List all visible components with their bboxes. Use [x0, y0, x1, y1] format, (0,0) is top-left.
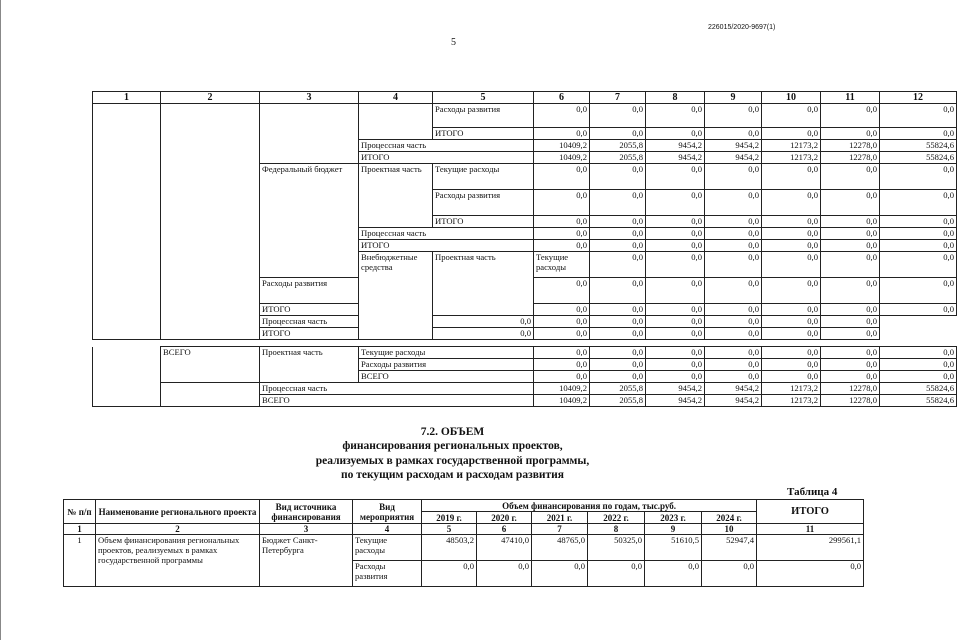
value-cell: 9454,2 — [646, 395, 705, 407]
value-cell: 0,0 — [762, 190, 821, 216]
value-cell: 9454,2 — [705, 395, 762, 407]
value-cell: 0,0 — [702, 561, 757, 587]
value-cell: 0,0 — [534, 104, 590, 128]
regional-projects-table — [63, 499, 864, 587]
value-cell: 51610,5 — [645, 535, 702, 561]
year-header: 2020 г. — [477, 512, 532, 524]
value-cell: 9454,2 — [705, 383, 762, 395]
row-number: 1 — [64, 535, 96, 587]
table-header-row — [93, 92, 957, 104]
table-caption: Таблица 4 — [787, 486, 838, 498]
value-cell: 0,0 — [534, 359, 590, 371]
value-cell: 0,0 — [705, 278, 762, 304]
col-number: 4 — [353, 524, 422, 535]
value-cell: 0,0 — [590, 328, 646, 340]
col-header: ИТОГО — [757, 500, 864, 524]
value-cell: 0,0 — [534, 347, 590, 359]
value-cell: 55824,6 — [880, 152, 957, 164]
value-cell: 0,0 — [646, 216, 705, 228]
value-cell: 0,0 — [590, 359, 646, 371]
table-cell — [161, 104, 260, 340]
value-cell: 10409,2 — [534, 140, 590, 152]
value-cell: 0,0 — [705, 359, 762, 371]
row-label: ВСЕГО — [161, 347, 260, 383]
value-cell: 0,0 — [590, 252, 646, 278]
value-cell: 0,0 — [534, 128, 590, 140]
row-label: Внебюджетные средства — [359, 252, 433, 340]
value-cell: 0,0 — [590, 228, 646, 240]
value-cell: 0,0 — [534, 190, 590, 216]
col-header: 9 — [705, 92, 762, 104]
value-cell: 0,0 — [422, 561, 477, 587]
row-label: Текущие расходы — [433, 164, 534, 190]
value-cell: 0,0 — [880, 240, 957, 252]
value-cell: 0,0 — [880, 190, 957, 216]
row-label: ИТОГО — [260, 328, 433, 340]
value-cell: 9454,2 — [705, 140, 762, 152]
col-number: 9 — [645, 524, 702, 535]
value-cell: 0,0 — [705, 104, 762, 128]
value-cell: 0,0 — [532, 561, 588, 587]
value-cell: 47410,0 — [477, 535, 532, 561]
value-cell: 0,0 — [646, 304, 705, 316]
col-header: Наименование регионального проекта — [96, 500, 260, 524]
value-cell: 0,0 — [821, 304, 880, 316]
value-cell: 0,0 — [705, 128, 762, 140]
col-number: 2 — [96, 524, 260, 535]
funding-source: Бюджет Санкт-Петербурга — [260, 535, 353, 587]
row-label: Процессная часть — [260, 316, 433, 328]
col-header: 6 — [534, 92, 590, 104]
value-cell: 0,0 — [705, 228, 762, 240]
col-number: 1 — [64, 524, 96, 535]
table-row — [64, 535, 864, 561]
value-cell: 0,0 — [821, 371, 880, 383]
col-header: 7 — [590, 92, 646, 104]
col-header: 5 — [433, 92, 534, 104]
value-cell: 0,0 — [433, 316, 534, 328]
value-cell: 55824,6 — [880, 395, 957, 407]
value-cell: 0,0 — [534, 216, 590, 228]
value-cell: 299561,1 — [757, 535, 864, 561]
value-cell: 0,0 — [821, 228, 880, 240]
value-cell: 0,0 — [880, 228, 957, 240]
value-cell: 0,0 — [646, 190, 705, 216]
year-header: 2022 г. — [588, 512, 645, 524]
value-cell: 0,0 — [705, 216, 762, 228]
value-cell: 0,0 — [646, 252, 705, 278]
col-number: 8 — [588, 524, 645, 535]
value-cell: 0,0 — [534, 316, 590, 328]
row-label: Федеральный бюджет — [260, 164, 359, 278]
row-label: ИТОГО — [359, 240, 534, 252]
table-header-row — [64, 500, 864, 512]
value-cell: 0,0 — [590, 316, 646, 328]
value-cell: 0,0 — [646, 347, 705, 359]
col-number: 6 — [477, 524, 532, 535]
value-cell: 0,0 — [646, 228, 705, 240]
value-cell: 0,0 — [534, 304, 590, 316]
budget-table — [92, 91, 957, 340]
heading-line: 7.2. ОБЪЕМ — [420, 426, 485, 438]
col-number: 3 — [260, 524, 353, 535]
value-cell: 0,0 — [534, 164, 590, 190]
value-cell: 0,0 — [477, 561, 532, 587]
table-cell — [161, 395, 260, 407]
value-cell: 12173,2 — [762, 395, 821, 407]
value-cell: 2055,8 — [590, 395, 646, 407]
value-cell: 12278,0 — [821, 383, 880, 395]
value-cell: 0,0 — [880, 216, 957, 228]
value-cell: 10409,2 — [534, 395, 590, 407]
value-cell: 0,0 — [705, 316, 762, 328]
value-cell: 0,0 — [757, 561, 864, 587]
value-cell: 0,0 — [762, 240, 821, 252]
value-cell: 9454,2 — [705, 152, 762, 164]
value-cell: 0,0 — [646, 316, 705, 328]
table-cell — [260, 104, 359, 164]
col-number: 7 — [532, 524, 588, 535]
col-header: 4 — [359, 92, 433, 104]
row-label: Процессная часть — [359, 140, 534, 152]
value-cell: 0,0 — [880, 347, 957, 359]
scan-edge — [0, 0, 1, 640]
value-cell: 0,0 — [705, 164, 762, 190]
value-cell: 0,0 — [433, 328, 534, 340]
value-cell: 0,0 — [762, 328, 821, 340]
value-cell: 0,0 — [821, 252, 880, 278]
col-header: Вид источника финансирования — [260, 500, 353, 524]
row-label: Расходы развития — [260, 278, 359, 304]
value-cell: 12278,0 — [821, 395, 880, 407]
value-cell: 0,0 — [880, 278, 957, 304]
col-header: 1 — [93, 92, 161, 104]
value-cell: 0,0 — [821, 347, 880, 359]
row-label: Расходы развития — [353, 561, 422, 587]
value-cell: 0,0 — [762, 128, 821, 140]
project-name: Объем финансирования региональных проектов, реализуемых в рамках государственной программы — [96, 535, 260, 587]
year-header: 2023 г. — [645, 512, 702, 524]
table-row — [93, 104, 957, 128]
value-cell: 0,0 — [590, 304, 646, 316]
value-cell: 0,0 — [880, 371, 957, 383]
value-cell: 2055,8 — [590, 140, 646, 152]
row-label: ИТОГО — [433, 128, 534, 140]
col-header: 10 — [762, 92, 821, 104]
value-cell: 0,0 — [880, 304, 957, 316]
value-cell: 0,0 — [705, 190, 762, 216]
col-header: № п/п — [64, 500, 96, 524]
value-cell: 0,0 — [705, 252, 762, 278]
col-number: 5 — [422, 524, 477, 535]
value-cell: 0,0 — [646, 278, 705, 304]
value-cell: 0,0 — [705, 328, 762, 340]
value-cell: 0,0 — [590, 128, 646, 140]
value-cell: 0,0 — [880, 164, 957, 190]
value-cell: 0,0 — [762, 216, 821, 228]
value-cell: 0,0 — [646, 128, 705, 140]
row-label: Проектная часть — [433, 252, 534, 316]
heading-line: реализуемых в рамках государственной программы, — [315, 454, 590, 467]
value-cell: 0,0 — [762, 316, 821, 328]
value-cell: 9454,2 — [646, 140, 705, 152]
col-header: 3 — [260, 92, 359, 104]
table-cell — [359, 104, 433, 140]
value-cell: 0,0 — [646, 371, 705, 383]
row-label: ВСЕГО — [359, 371, 534, 383]
value-cell: 55824,6 — [880, 140, 957, 152]
value-cell: 10409,2 — [534, 152, 590, 164]
col-header: 2 — [161, 92, 260, 104]
value-cell: 0,0 — [646, 328, 705, 340]
row-label: Процессная часть — [260, 383, 534, 395]
value-cell: 0,0 — [762, 304, 821, 316]
value-cell: 0,0 — [590, 278, 646, 304]
value-cell: 2055,8 — [590, 383, 646, 395]
heading-line: финансирования региональных проектов, — [342, 440, 563, 453]
value-cell: 0,0 — [705, 304, 762, 316]
value-cell: 0,0 — [705, 240, 762, 252]
value-cell: 55824,6 — [880, 383, 957, 395]
table-cell — [93, 104, 161, 340]
col-header: 8 — [646, 92, 705, 104]
value-cell: 0,0 — [590, 164, 646, 190]
value-cell: 52947,4 — [702, 535, 757, 561]
value-cell: 0,0 — [880, 359, 957, 371]
value-cell: 0,0 — [590, 347, 646, 359]
value-cell: 0,0 — [534, 278, 590, 304]
value-cell: 50325,0 — [588, 535, 645, 561]
value-cell: 0,0 — [821, 104, 880, 128]
row-label: Проектная часть — [260, 347, 359, 383]
value-cell: 12173,2 — [762, 383, 821, 395]
value-cell: 0,0 — [821, 240, 880, 252]
value-cell: 0,0 — [821, 359, 880, 371]
heading-line: по текущим расходам и расходам развития — [340, 468, 565, 481]
value-cell: 48503,2 — [422, 535, 477, 561]
value-cell: 0,0 — [880, 128, 957, 140]
table-row — [93, 395, 957, 407]
value-cell: 0,0 — [646, 240, 705, 252]
col-header: Вид мероприятия — [353, 500, 422, 524]
year-header: 2024 г. — [702, 512, 757, 524]
value-cell: 0,0 — [705, 347, 762, 359]
value-cell: 12173,2 — [762, 152, 821, 164]
value-cell: 0,0 — [534, 328, 590, 340]
value-cell: 0,0 — [762, 347, 821, 359]
value-cell: 0,0 — [590, 190, 646, 216]
value-cell: 0,0 — [821, 328, 880, 340]
value-cell: 0,0 — [588, 561, 645, 587]
year-header: 2019 г. — [422, 512, 477, 524]
table-row — [93, 347, 957, 359]
col-header: 11 — [821, 92, 880, 104]
value-cell: 0,0 — [762, 228, 821, 240]
row-label: Процессная часть — [359, 228, 534, 240]
value-cell: 0,0 — [590, 240, 646, 252]
value-cell: 0,0 — [821, 190, 880, 216]
row-label: Текущие расходы — [534, 252, 590, 278]
row-label: Расходы развития — [433, 104, 534, 128]
page-number: 5 — [451, 37, 456, 48]
value-cell: 0,0 — [821, 278, 880, 304]
value-cell: 0,0 — [821, 128, 880, 140]
value-cell: 12173,2 — [762, 140, 821, 152]
value-cell: 0,0 — [821, 216, 880, 228]
section-heading — [0, 425, 905, 482]
value-cell: 0,0 — [762, 371, 821, 383]
row-label: Проектная часть — [359, 164, 433, 228]
value-cell: 12278,0 — [821, 152, 880, 164]
value-cell: 0,0 — [646, 164, 705, 190]
value-cell: 9454,2 — [646, 152, 705, 164]
row-label: Расходы развития — [359, 359, 534, 371]
value-cell: 9454,2 — [646, 383, 705, 395]
row-label: ИТОГО — [359, 152, 534, 164]
value-cell: 0,0 — [762, 252, 821, 278]
value-cell: 0,0 — [590, 104, 646, 128]
value-cell: 12278,0 — [821, 140, 880, 152]
row-label: ИТОГО — [260, 304, 359, 316]
row-label: Текущие расходы — [353, 535, 422, 561]
value-cell: 0,0 — [821, 316, 880, 328]
value-cell: 10409,2 — [534, 383, 590, 395]
value-cell: 0,0 — [705, 371, 762, 383]
row-label: ИТОГО — [433, 216, 534, 228]
col-number: 10 — [702, 524, 757, 535]
budget-table-totals — [92, 346, 957, 407]
col-header: Объем финансирования по годам, тыс.руб. — [422, 500, 757, 512]
value-cell: 0,0 — [534, 371, 590, 383]
row-label: Текущие расходы — [359, 347, 534, 359]
value-cell: 0,0 — [534, 228, 590, 240]
value-cell: 0,0 — [880, 252, 957, 278]
column-numbers-row — [64, 524, 864, 535]
value-cell: 0,0 — [880, 104, 957, 128]
table-cell — [161, 383, 260, 395]
value-cell: 2055,8 — [590, 152, 646, 164]
table-row — [93, 383, 957, 395]
col-number: 11 — [757, 524, 864, 535]
value-cell: 0,0 — [590, 216, 646, 228]
value-cell: 0,0 — [762, 164, 821, 190]
value-cell: 0,0 — [645, 561, 702, 587]
year-header: 2021 г. — [532, 512, 588, 524]
value-cell: 0,0 — [646, 359, 705, 371]
value-cell: 0,0 — [590, 371, 646, 383]
value-cell: 48765,0 — [532, 535, 588, 561]
value-cell: 0,0 — [646, 104, 705, 128]
table-cell — [93, 347, 161, 407]
document-number: 226015/2020-9697(1) — [708, 24, 776, 31]
col-header: 12 — [880, 92, 957, 104]
value-cell: 0,0 — [534, 240, 590, 252]
value-cell: 0,0 — [762, 104, 821, 128]
value-cell: 0,0 — [762, 278, 821, 304]
row-label: Расходы развития — [433, 190, 534, 216]
value-cell: 0,0 — [821, 164, 880, 190]
value-cell: 0,0 — [762, 359, 821, 371]
row-label: ВСЕГО — [260, 395, 534, 407]
